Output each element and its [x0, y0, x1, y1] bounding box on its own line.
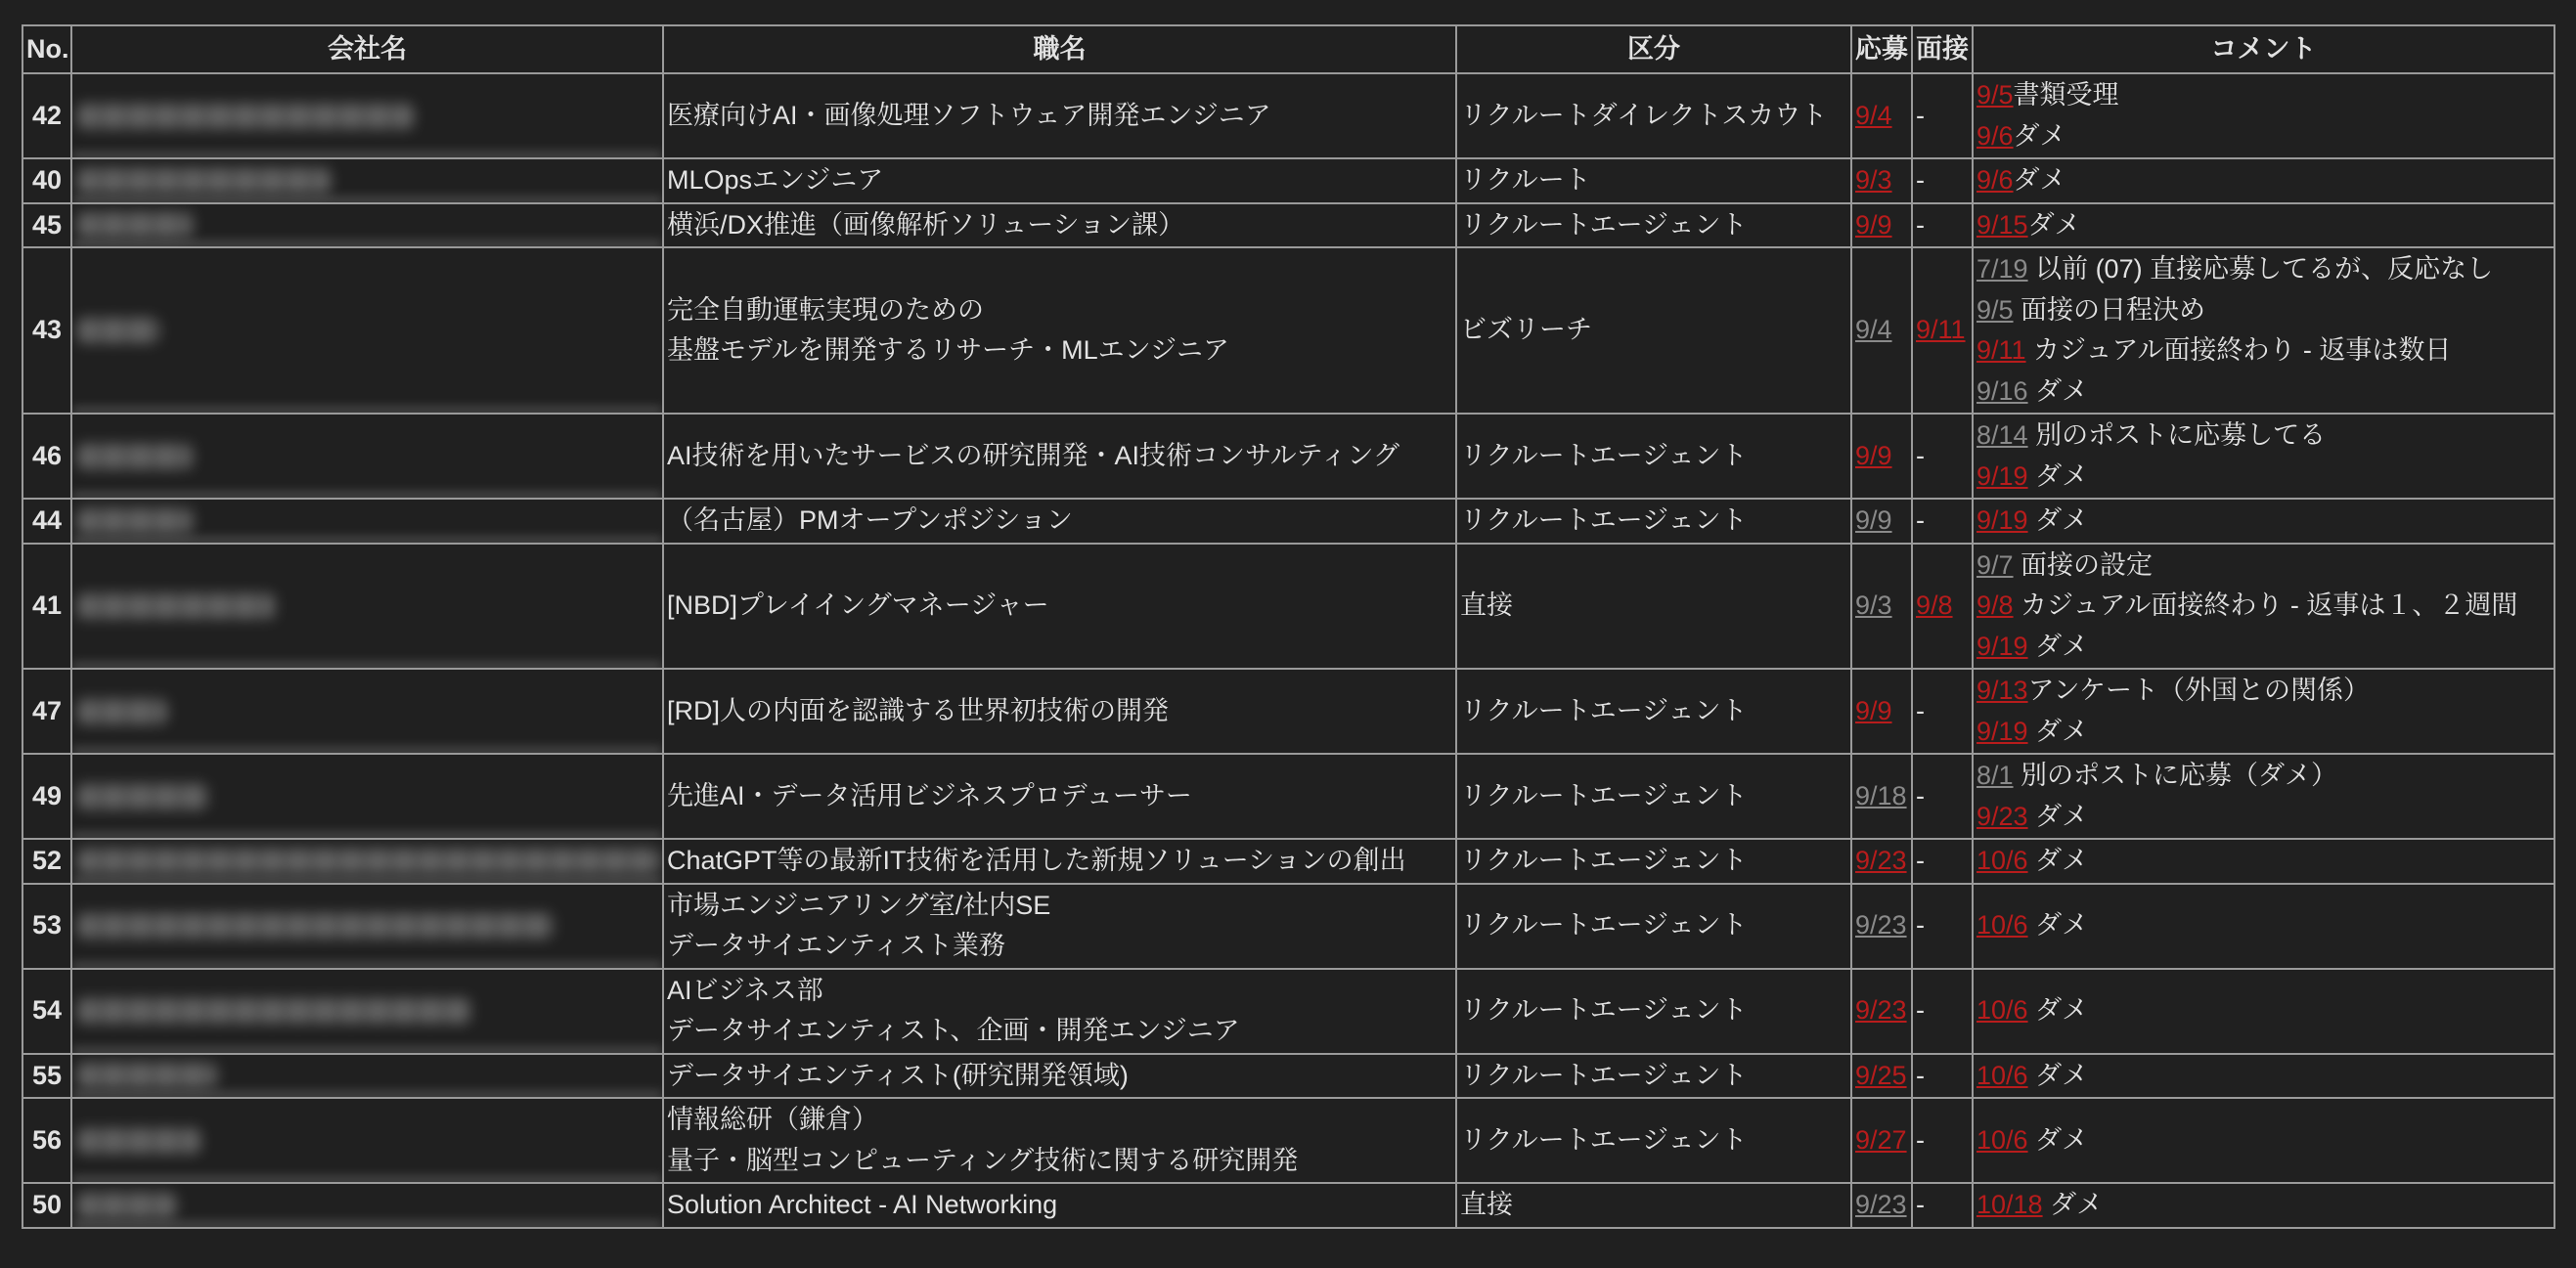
header-job-title: 職名 — [663, 25, 1456, 73]
interview-date-link[interactable]: 9/11 — [1916, 315, 1966, 345]
company-name-redacted — [77, 1128, 200, 1154]
row-number: 45 — [22, 203, 71, 248]
redaction-band — [72, 1176, 662, 1183]
applied-date-cell — [1851, 969, 1912, 1054]
row-number: 49 — [22, 754, 71, 839]
comment-cell — [1973, 203, 2554, 248]
row-number: 52 — [22, 839, 71, 884]
comment-date-link[interactable]: 10/6 — [1976, 846, 2028, 875]
job-title-line: 横浜/DX推進（画像解析ソリューション課） — [667, 209, 1185, 240]
company-name-cell — [71, 247, 663, 414]
company-name-redacted — [77, 104, 414, 129]
applied-date-link[interactable]: 9/18 — [1855, 780, 1907, 810]
comment-date-link[interactable]: 9/19 — [1976, 505, 2028, 535]
applied-date-cell — [1851, 839, 1912, 884]
header-interview: 面接 — [1912, 25, 1973, 73]
category-cell: リクルートダイレクトスカウト — [1456, 73, 1851, 158]
interview-date-empty: - — [1916, 1124, 1925, 1155]
job-title-cell — [663, 839, 1456, 884]
comment-text: ダメ — [2027, 846, 2089, 875]
job-title-line: 市場エンジニアリング室/社内SE — [667, 890, 1051, 920]
table-header — [22, 25, 2554, 73]
job-title-line: データサイエンティスト業務 — [667, 931, 1005, 960]
table-row — [22, 158, 2554, 203]
job-title-line: 完全自動運転実現のための — [667, 294, 984, 325]
applied-date-link[interactable]: 9/9 — [1855, 440, 1892, 470]
category-cell: 直接 — [1456, 544, 1851, 670]
interview-date-empty: - — [1916, 846, 1925, 875]
company-name-cell — [71, 203, 663, 248]
job-title-cell — [663, 1183, 1456, 1228]
company-name-redacted — [77, 1193, 176, 1218]
comment-cell — [1973, 754, 2554, 839]
category-cell: リクルートエージェント — [1456, 414, 1851, 499]
redaction-band — [72, 152, 662, 158]
header-applied: 応募 — [1851, 25, 1912, 73]
applied-date-link[interactable]: 9/4 — [1855, 315, 1892, 345]
comment-cell — [1973, 1183, 2554, 1228]
comment-date-link[interactable]: 9/11 — [1976, 335, 2026, 365]
category-cell: リクルートエージェント — [1456, 1054, 1851, 1099]
interview-date-cell — [1912, 499, 1973, 544]
company-name-redacted — [77, 212, 193, 238]
redaction-band — [72, 197, 662, 203]
comment-line — [1976, 205, 2551, 246]
redaction-band — [72, 240, 662, 247]
category-cell: リクルートエージェント — [1456, 669, 1851, 754]
comment-line — [1976, 1056, 2551, 1097]
company-name-cell — [71, 969, 663, 1054]
category-cell: ビズリーチ — [1456, 247, 1851, 414]
table-row — [22, 1183, 2554, 1228]
comment-line — [1976, 249, 2551, 290]
comment-date-link[interactable]: 9/8 — [1976, 590, 2014, 620]
applied-date-cell — [1851, 499, 1912, 544]
comment-cell — [1973, 884, 2554, 969]
table-row — [22, 669, 2554, 754]
table-row — [22, 203, 2554, 248]
company-name-redacted — [77, 168, 331, 194]
header-company: 会社名 — [71, 25, 663, 73]
comment-date-link[interactable]: 8/14 — [1976, 420, 2028, 450]
redaction-band — [72, 492, 662, 499]
interview-date-cell — [1912, 1098, 1973, 1183]
comment-cell — [1973, 1054, 2554, 1099]
comment-date-link[interactable]: 9/5 — [1976, 80, 2014, 109]
comment-line — [1976, 415, 2551, 457]
comment-line — [1976, 627, 2551, 668]
comment-text: アンケート（外国との関係） — [2027, 676, 2370, 705]
row-number: 40 — [22, 158, 71, 203]
job-title-line: 先進AI・データ活用ビジネスプロデューサー — [667, 780, 1192, 810]
job-title-line: AIビジネス部 — [667, 975, 823, 1005]
comment-date-link[interactable]: 10/6 — [1976, 1124, 2028, 1155]
row-number: 56 — [22, 1098, 71, 1183]
comment-line — [1976, 586, 2551, 627]
comment-text: ダメ — [2013, 165, 2066, 195]
job-title-cell — [663, 158, 1456, 203]
table-row — [22, 884, 2554, 969]
comment-text: ダメ — [2027, 910, 2089, 940]
company-name-cell — [71, 73, 663, 158]
interview-date-cell — [1912, 669, 1973, 754]
redaction-band — [72, 877, 662, 884]
comment-date-link[interactable]: 7/19 — [1976, 254, 2028, 284]
comment-date-link[interactable]: 9/7 — [1976, 549, 2014, 580]
interview-date-cell — [1912, 754, 1973, 839]
row-number: 41 — [22, 544, 71, 670]
comment-date-link[interactable]: 10/18 — [1976, 1190, 2043, 1219]
applied-date-cell — [1851, 158, 1912, 203]
job-title-line: データサイエンティスト(研究開発領域) — [667, 1060, 1129, 1090]
job-title-line: データサイエンティスト、企画・開発エンジニア — [667, 1016, 1240, 1045]
interview-date-cell — [1912, 73, 1973, 158]
comment-date-link[interactable]: 9/23 — [1976, 801, 2028, 831]
applied-date-link[interactable]: 9/27 — [1855, 1124, 1907, 1155]
applied-date-cell — [1851, 247, 1912, 414]
applied-date-link[interactable]: 9/4 — [1855, 100, 1892, 130]
applied-date-link[interactable]: 9/3 — [1855, 165, 1892, 195]
job-title-cell — [663, 499, 1456, 544]
comment-cell — [1973, 669, 2554, 754]
comment-line — [1976, 1120, 2551, 1161]
comment-line — [1976, 1185, 2551, 1226]
interview-date-empty: - — [1916, 695, 1925, 725]
comment-date-link[interactable]: 9/19 — [1976, 716, 2028, 746]
category-cell: リクルートエージェント — [1456, 1098, 1851, 1183]
table-row — [22, 499, 2554, 544]
interview-date-empty: - — [1916, 505, 1925, 535]
company-name-redacted — [77, 998, 471, 1024]
job-title-cell — [663, 884, 1456, 969]
interview-date-cell — [1912, 414, 1973, 499]
applied-date-cell — [1851, 73, 1912, 158]
comment-date-link[interactable]: 9/15 — [1976, 209, 2028, 240]
row-number: 44 — [22, 499, 71, 544]
company-name-cell — [71, 414, 663, 499]
company-name-cell — [71, 158, 663, 203]
comment-text: 面接の設定 — [2013, 549, 2154, 580]
company-name-cell — [71, 544, 663, 670]
comment-date-link[interactable]: 9/19 — [1976, 631, 2028, 661]
row-number: 55 — [22, 1054, 71, 1099]
comment-text: ダメ — [2027, 1060, 2089, 1090]
comment-cell — [1973, 499, 2554, 544]
job-title-line: （名古屋）PMオープンポジション — [667, 505, 1073, 535]
comment-line — [1976, 841, 2551, 882]
table-row — [22, 73, 2554, 158]
company-name-redacted — [77, 699, 167, 724]
job-title-cell — [663, 969, 1456, 1054]
company-name-redacted — [77, 318, 159, 343]
applied-date-cell — [1851, 414, 1912, 499]
comment-line — [1976, 160, 2551, 201]
job-title-cell — [663, 247, 1456, 414]
redaction-band — [72, 832, 662, 839]
comment-line — [1976, 372, 2551, 413]
company-name-redacted — [77, 913, 554, 939]
company-name-cell — [71, 499, 663, 544]
comment-line — [1976, 290, 2551, 331]
comment-text: カジュアル面接終わり - 返事は数日 — [2025, 335, 2452, 365]
company-name-redacted — [77, 1063, 217, 1088]
job-title-cell — [663, 669, 1456, 754]
company-name-cell — [71, 1183, 663, 1228]
company-name-redacted — [77, 784, 208, 809]
interview-date-cell — [1912, 969, 1973, 1054]
comment-line — [1976, 990, 2551, 1031]
table-row — [22, 839, 2554, 884]
interview-date-cell — [1912, 544, 1973, 670]
company-name-redacted — [77, 849, 661, 874]
row-number: 43 — [22, 247, 71, 414]
comment-cell — [1973, 247, 2554, 414]
row-number: 50 — [22, 1183, 71, 1228]
row-number: 54 — [22, 969, 71, 1054]
comment-text: 以前 (07) 直接応募してるが、反応なし — [2027, 254, 2494, 284]
interview-date-empty: - — [1916, 910, 1925, 940]
redaction-band — [72, 537, 662, 544]
redaction-band — [72, 962, 662, 969]
comment-text: ダメ — [2027, 209, 2081, 240]
comment-date-link[interactable]: 9/5 — [1976, 294, 2014, 325]
table-body — [22, 73, 2554, 1228]
interview-date-empty: - — [1916, 995, 1925, 1026]
table-row — [22, 969, 2554, 1054]
comment-text: ダメ — [2027, 375, 2089, 406]
applied-date-link[interactable]: 9/23 — [1855, 910, 1907, 940]
category-cell: リクルートエージェント — [1456, 969, 1851, 1054]
comment-line — [1976, 797, 2551, 838]
interview-date-empty: - — [1916, 440, 1925, 470]
comment-date-link[interactable]: 10/6 — [1976, 910, 2028, 940]
job-title-cell — [663, 1098, 1456, 1183]
comment-line — [1976, 756, 2551, 797]
redaction-band — [72, 1091, 662, 1098]
interview-date-cell — [1912, 1054, 1973, 1099]
interview-date-empty: - — [1916, 1190, 1925, 1219]
comment-cell — [1973, 73, 2554, 158]
job-title-cell — [663, 203, 1456, 248]
job-title-line: 量子・脳型コンピューティング技術に関する研究開発 — [667, 1145, 1299, 1175]
category-cell: リクルートエージェント — [1456, 754, 1851, 839]
redaction-band — [72, 407, 662, 414]
redaction-band — [72, 662, 662, 669]
comment-text: カジュアル面接終わり - 返事は１、２週間 — [2013, 590, 2518, 620]
category-cell: リクルートエージェント — [1456, 839, 1851, 884]
comment-text: ダメ — [2027, 801, 2089, 831]
job-title-line: MLOpsエンジニア — [667, 165, 884, 195]
comment-date-link[interactable]: 9/19 — [1976, 460, 2028, 491]
job-title-line: 医療向けAI・画像処理ソフトウェア開発エンジニア — [667, 100, 1271, 130]
applied-date-link[interactable]: 9/23 — [1855, 846, 1907, 875]
company-name-cell — [71, 884, 663, 969]
comment-line — [1976, 75, 2551, 116]
category-cell: リクルートエージェント — [1456, 884, 1851, 969]
comment-line — [1976, 712, 2551, 753]
redaction-band — [72, 1221, 662, 1228]
job-title-line: [RD]人の内面を認識する世界初技術の開発 — [667, 695, 1169, 725]
row-number: 46 — [22, 414, 71, 499]
comment-text: ダメ — [2027, 505, 2089, 535]
job-title-cell — [663, 414, 1456, 499]
comment-cell — [1973, 1098, 2554, 1183]
table-row — [22, 1054, 2554, 1099]
interview-date-empty: - — [1916, 780, 1925, 810]
redaction-band — [72, 1047, 662, 1054]
job-title-line: Solution Architect - AI Networking — [667, 1190, 1058, 1219]
comment-cell — [1973, 158, 2554, 203]
comment-text: 書類受理 — [2013, 80, 2119, 109]
comment-date-link[interactable]: 9/6 — [1976, 165, 2014, 195]
comment-text: ダメ — [2027, 1124, 2089, 1155]
interview-date-cell — [1912, 839, 1973, 884]
comment-date-link[interactable]: 10/6 — [1976, 995, 2028, 1026]
comment-date-link[interactable]: 9/13 — [1976, 676, 2028, 705]
comment-text: 面接の日程決め — [2013, 294, 2206, 325]
interview-date-empty: - — [1916, 1060, 1925, 1090]
company-name-cell — [71, 1054, 663, 1099]
applied-date-link[interactable]: 9/25 — [1855, 1060, 1907, 1090]
comment-line — [1976, 546, 2551, 587]
interview-date-empty: - — [1916, 165, 1925, 195]
job-title-line: [NBD]プレイイングマネージャー — [667, 590, 1049, 620]
row-number: 42 — [22, 73, 71, 158]
category-cell: リクルート — [1456, 158, 1851, 203]
applied-date-cell — [1851, 203, 1912, 248]
category-cell: 直接 — [1456, 1183, 1851, 1228]
job-title-cell — [663, 754, 1456, 839]
interview-date-cell — [1912, 247, 1973, 414]
interview-date-empty: - — [1916, 100, 1925, 130]
comment-line — [1976, 457, 2551, 498]
interview-date-cell — [1912, 884, 1973, 969]
header-row — [22, 25, 2554, 73]
applied-date-link[interactable]: 9/23 — [1855, 1190, 1907, 1219]
interview-date-cell — [1912, 203, 1973, 248]
redaction-band — [72, 747, 662, 754]
job-title-line: ChatGPT等の最新IT技術を活用した新規ソリューションの創出 — [667, 846, 1406, 875]
comment-line — [1976, 671, 2551, 712]
table-row — [22, 247, 2554, 414]
applied-date-cell — [1851, 1054, 1912, 1099]
comment-cell — [1973, 544, 2554, 670]
applied-date-cell — [1851, 754, 1912, 839]
comment-text: ダメ — [2027, 716, 2089, 746]
header-category: 区分 — [1456, 25, 1851, 73]
category-cell: リクルートエージェント — [1456, 203, 1851, 248]
job-title-line: 情報総研（鎌倉） — [667, 1105, 878, 1134]
applied-date-link[interactable]: 9/9 — [1855, 505, 1892, 535]
job-title-cell — [663, 544, 1456, 670]
comment-text: 別のポストに応募（ダメ） — [2013, 761, 2338, 790]
company-name-cell — [71, 839, 663, 884]
company-name-redacted — [77, 593, 275, 619]
comment-date-link[interactable]: 9/16 — [1976, 375, 2028, 406]
applied-date-cell — [1851, 1098, 1912, 1183]
company-name-redacted — [77, 444, 193, 469]
comment-text: ダメ — [2027, 631, 2089, 661]
interview-date-link[interactable]: 9/8 — [1916, 590, 1953, 620]
comment-cell — [1973, 414, 2554, 499]
company-name-redacted — [77, 508, 193, 534]
comment-text: 別のポストに応募してる — [2027, 420, 2327, 450]
comment-date-link[interactable]: 9/6 — [1976, 120, 2014, 151]
comment-line — [1976, 330, 2551, 372]
table-row — [22, 414, 2554, 499]
comment-text: ダメ — [2013, 120, 2066, 151]
company-name-cell — [71, 669, 663, 754]
company-name-cell — [71, 754, 663, 839]
job-title-line: AI技術を用いたサービスの研究開発・AI技術コンサルティング — [667, 440, 1399, 470]
comment-text: ダメ — [2027, 995, 2089, 1026]
job-title-line: 基盤モデルを開発するリサーチ・MLエンジニア — [667, 335, 1229, 365]
company-name-cell — [71, 1098, 663, 1183]
applied-date-link[interactable]: 9/3 — [1855, 590, 1892, 620]
table-row — [22, 754, 2554, 839]
interview-date-cell — [1912, 1183, 1973, 1228]
comment-text: ダメ — [2027, 460, 2089, 491]
header-comment: コメント — [1973, 25, 2554, 73]
comment-cell — [1973, 969, 2554, 1054]
job-application-table — [22, 24, 2555, 1229]
comment-line — [1976, 501, 2551, 542]
applied-date-cell — [1851, 669, 1912, 754]
row-number: 47 — [22, 669, 71, 754]
applied-date-cell — [1851, 884, 1912, 969]
job-title-cell — [663, 73, 1456, 158]
applied-date-link[interactable]: 9/23 — [1855, 995, 1907, 1026]
job-title-cell — [663, 1054, 1456, 1099]
header-no: No. — [22, 25, 71, 73]
category-cell: リクルートエージェント — [1456, 499, 1851, 544]
comment-line — [1976, 905, 2551, 946]
table-row — [22, 544, 2554, 670]
row-number: 53 — [22, 884, 71, 969]
comment-line — [1976, 116, 2551, 157]
applied-date-cell — [1851, 544, 1912, 670]
comment-date-link[interactable]: 10/6 — [1976, 1060, 2028, 1090]
comment-cell — [1973, 839, 2554, 884]
comment-text: ダメ — [2042, 1190, 2104, 1219]
applied-date-link[interactable]: 9/9 — [1855, 209, 1892, 240]
comment-date-link[interactable]: 8/1 — [1976, 761, 2014, 790]
table-row — [22, 1098, 2554, 1183]
applied-date-link[interactable]: 9/9 — [1855, 695, 1892, 725]
applied-date-cell — [1851, 1183, 1912, 1228]
interview-date-empty: - — [1916, 209, 1925, 240]
interview-date-cell — [1912, 158, 1973, 203]
